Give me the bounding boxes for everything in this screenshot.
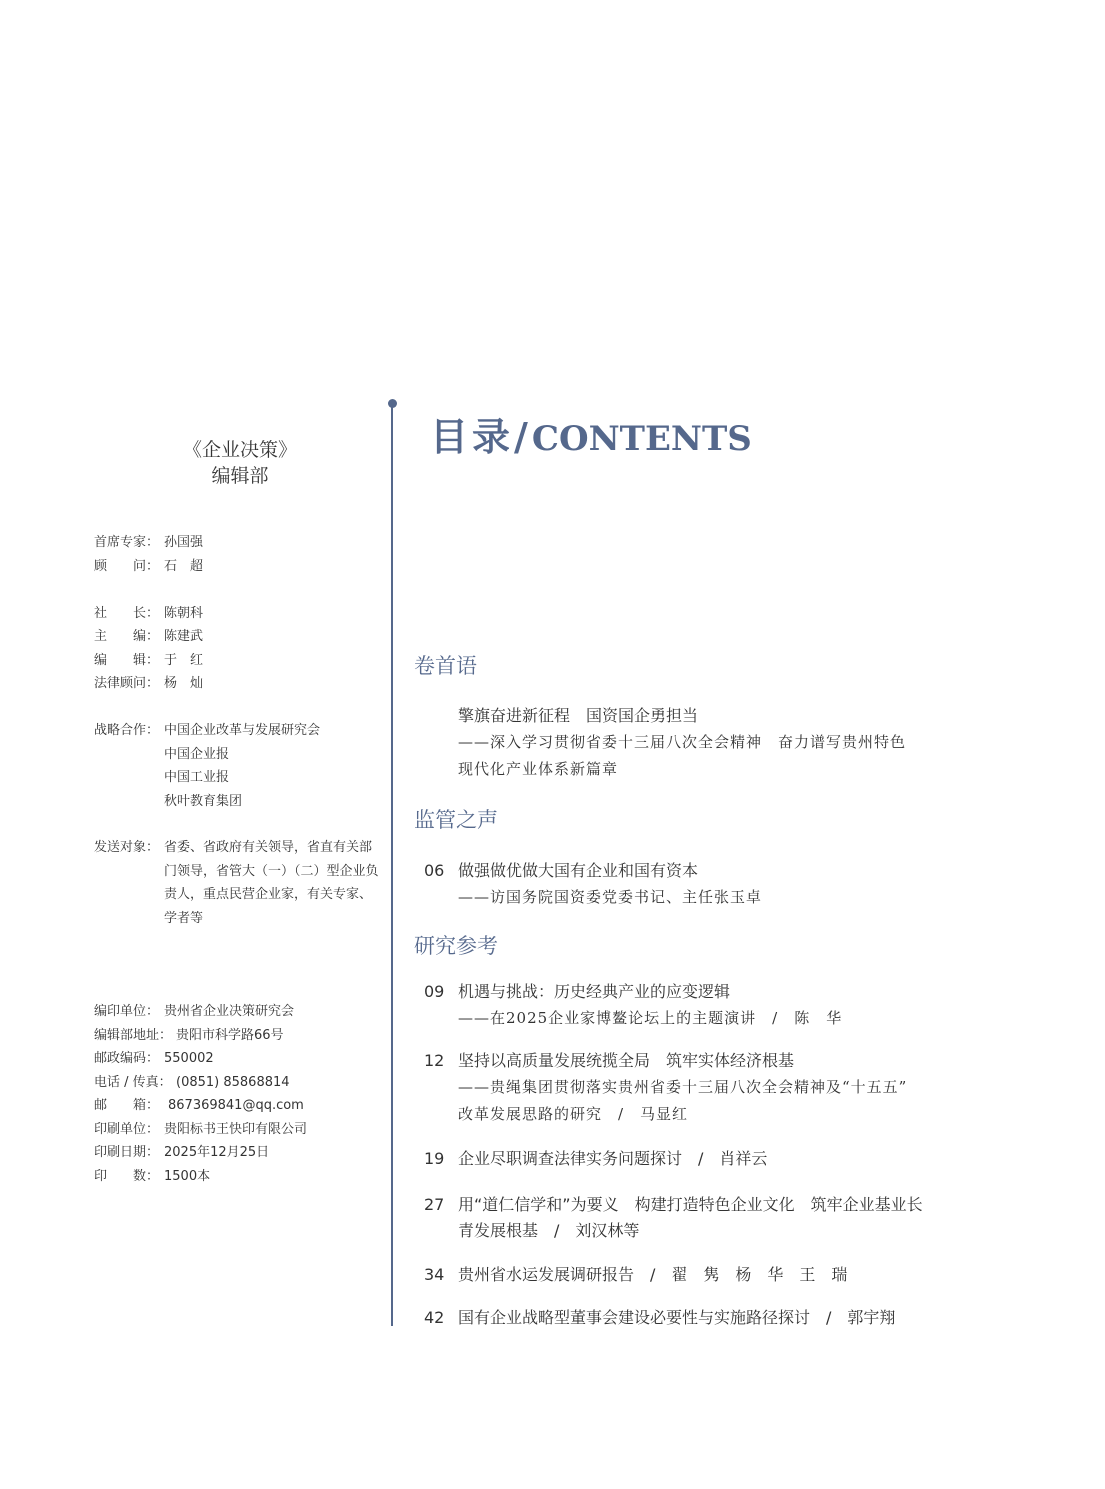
- toc-entry-subtitle: 改革发展思路的研究 / 马显红: [458, 1105, 689, 1123]
- toc-entry-subtitle: ——在2025企业家博鳌论坛上的主题演讲 / 陈 华: [458, 1009, 843, 1027]
- toc-entry-title: 贵州省水运发展调研报告 / 翟 隽 杨 华 王 瑞: [458, 1265, 848, 1284]
- printer-row: [94, 1122, 307, 1138]
- print-date-label: 印刷日期：: [94, 1145, 160, 1160]
- partner-item: 秋叶教育集团: [164, 793, 243, 809]
- email-label: 邮 箱：: [94, 1098, 160, 1113]
- toc-entry-title: 坚持以高质量发展统揽全局 筑牢实体经济根基: [458, 1051, 795, 1070]
- postcode-label: 邮政编码：: [94, 1051, 160, 1066]
- vertical-divider: [391, 404, 393, 1326]
- strategic-partners-label: 战略合作：: [94, 723, 160, 738]
- editor-label: 编 辑：: [94, 653, 160, 668]
- send-to-label: 发送对象：: [94, 840, 160, 855]
- president-row: [94, 606, 203, 622]
- contents-heading: [430, 406, 752, 458]
- toc-page-number: 34: [424, 1265, 445, 1284]
- chief-expert-label: 首席专家：: [94, 535, 160, 550]
- toc-page-number: 06: [424, 861, 445, 880]
- toc-entry-subtitle: ——深入学习贯彻省委十三届八次全会精神 奋力谱写贵州特色: [458, 733, 907, 751]
- divider-dot: [388, 399, 397, 408]
- toc-entry-title: 机遇与挑战：历史经典产业的应变逻辑: [458, 982, 731, 1001]
- partner-item: 中国企业报: [164, 746, 230, 762]
- toc-entry-title: 企业尽职调查法律实务问题探讨 / 肖祥云: [458, 1149, 768, 1168]
- copies-row: [94, 1169, 210, 1185]
- chief-expert-value: 孙国强: [164, 535, 204, 550]
- publisher-row: [94, 1004, 294, 1020]
- address-row: [94, 1028, 284, 1044]
- printer-value: 贵阳标书王快印有限公司: [164, 1122, 308, 1137]
- advisor-value: 石 超: [164, 559, 204, 574]
- phone-value: (0851) 85868814: [176, 1075, 290, 1090]
- magazine-title: 《企业决策》: [182, 439, 297, 461]
- printer-label: 印刷单位：: [94, 1122, 160, 1137]
- editor-in-chief-value: 陈建武: [164, 629, 204, 644]
- toc-page-number: 09: [424, 982, 445, 1001]
- toc-page-number: 19: [424, 1149, 445, 1168]
- send-to-value: 省委、省政府有关领导，省直有关部门领导，省管大（一）（二）型企业负责人，重点民营企业家，有关专家、学者等: [164, 840, 379, 926]
- publisher-label: 编印单位：: [94, 1004, 160, 1019]
- print-date-row: [94, 1145, 269, 1161]
- editor-value: 于 红: [164, 653, 204, 668]
- publisher-value: 贵州省企业决策研究会: [164, 1004, 295, 1019]
- copies-value: 1500本: [164, 1169, 211, 1184]
- phone-label: 电话 / 传真：: [94, 1075, 172, 1090]
- contents-heading-cn: 目录: [430, 415, 515, 459]
- toc-entry-subtitle: ——访国务院国资委党委书记、主任张玉卓: [458, 888, 763, 906]
- president-value: 陈朝科: [164, 606, 204, 621]
- editor-in-chief-label: 主 编：: [94, 629, 160, 644]
- toc-entry-title: 用“道仁信学和”为要义 构建打造特色企业文化 筑牢企业基业长: [458, 1195, 923, 1214]
- strategic-partners-block: [94, 719, 320, 813]
- president-label: 社 长：: [94, 606, 160, 621]
- print-date-value: 2025年12月25日: [164, 1145, 270, 1160]
- editor-in-chief-row: [94, 629, 203, 645]
- contents-heading-slash: /: [514, 414, 528, 459]
- copies-label: 印 数：: [94, 1169, 160, 1184]
- toc-entry-title: 擎旗奋进新征程 国资国企勇担当: [458, 706, 699, 725]
- email-row: [94, 1098, 304, 1114]
- advisor-row: [94, 559, 203, 575]
- toc-entry-title-continued: 青发展根基 / 刘汉林等: [458, 1221, 640, 1240]
- partner-item: 中国企业改革与发展研究会: [164, 723, 321, 738]
- toc-entry-title: 国有企业战略型董事会建设必要性与实施路径探讨 / 郭宇翔: [458, 1308, 896, 1327]
- section-title-regulatory-voice: 监管之声: [414, 808, 498, 832]
- contents-heading-en: CONTENTS: [531, 419, 752, 459]
- address-label: 编辑部地址：: [94, 1028, 173, 1043]
- send-to-block: [94, 836, 382, 930]
- toc-entry-subtitle: 现代化产业体系新篇章: [458, 760, 619, 778]
- toc-entry-title: 做强做优做大国有企业和国有资本: [458, 861, 699, 880]
- editorial-department-title: 编辑部: [211, 465, 269, 487]
- address-value: 贵阳市科学路66号: [176, 1028, 284, 1043]
- legal-advisor-label: 法律顾问：: [94, 676, 160, 691]
- phone-row: [94, 1075, 290, 1091]
- email-value[interactable]: 867369841@qq.com: [168, 1098, 304, 1113]
- legal-advisor-value: 杨 灿: [164, 676, 204, 691]
- partner-item: 中国工业报: [164, 770, 230, 785]
- postcode-value: 550002: [164, 1051, 214, 1066]
- editor-row: [94, 653, 203, 669]
- toc-page-number: 42: [424, 1308, 445, 1327]
- postcode-row: [94, 1051, 214, 1067]
- advisor-label: 顾 问：: [94, 559, 160, 574]
- chief-expert-row: [94, 535, 203, 551]
- toc-entry-subtitle: ——贵绳集团贯彻落实贵州省委十三届八次全会精神及“十五五”: [458, 1078, 908, 1096]
- legal-advisor-row: [94, 676, 203, 692]
- toc-page-number: 27: [424, 1195, 445, 1214]
- section-title-research-reference: 研究参考: [414, 934, 498, 958]
- section-title-preface: 卷首语: [414, 654, 477, 678]
- toc-page-number: 12: [424, 1051, 445, 1070]
